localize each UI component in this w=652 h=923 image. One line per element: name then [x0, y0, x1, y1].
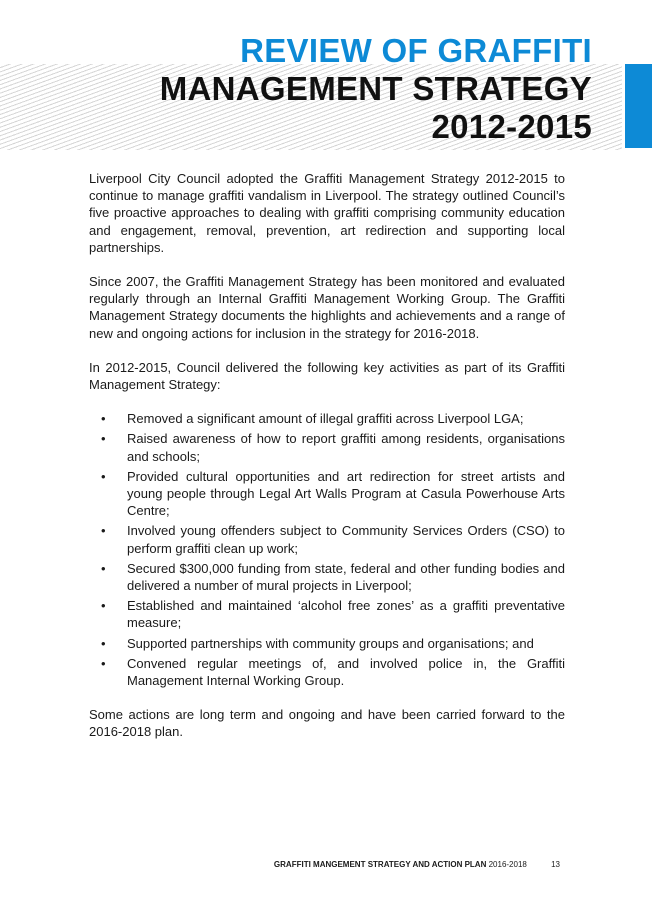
paragraph-activities-lead: In 2012-2015, Council delivered the following key activities as part of its Graffiti Management Strategy:: [89, 359, 565, 393]
header-accent-tab: [625, 64, 652, 148]
page-number: 13: [551, 860, 560, 869]
footer-doc-title: GRAFFITI MANGEMENT STRATEGY AND ACTION PLAN: [273, 860, 487, 869]
bullet-icon: •: [101, 468, 106, 484]
list-item-text: Established and maintained ‘alcohol free zones’ as a graffiti preventative measure;: [127, 598, 565, 631]
paragraph-monitoring: Since 2007, the Graffiti Management Strategy has been monitored and evaluated regularly through an Internal Graffiti Management Working Group. The Graffiti Management Strategy documents the highlights and achievements and a range of new and ongoing actions for inclusion in the strategy for 2016-2018.: [89, 274, 565, 341]
bullet-icon: •: [101, 598, 106, 614]
list-item-text: Involved young offenders subject to Community Services Orders (CSO) to perform graffiti clean up work;: [127, 523, 565, 556]
footer-years: 2016-2018: [488, 860, 527, 869]
list-item: [89, 430, 565, 464]
activities-list: [89, 410, 565, 689]
list-item: [89, 522, 565, 556]
list-item: [89, 468, 565, 520]
list-item-text: Provided cultural opportunities and art redirection for street artists and young people through Legal Art Walls Program at Casula Powerhouse Arts Centre;: [127, 468, 565, 519]
bullet-icon: •: [101, 411, 106, 427]
body-content: [89, 170, 565, 758]
bullet-icon: •: [101, 560, 106, 576]
list-item-text: Removed a significant amount of illegal graffiti across Liverpool LGA;: [127, 411, 524, 427]
list-item: [89, 410, 565, 427]
list-item-text: Secured $300,000 funding from state, federal and other funding bodies and delivered a number of mural projects in Liverpool;: [127, 560, 565, 594]
bullet-icon: •: [101, 523, 106, 539]
list-item-text: Convened regular meetings of, and involved police in, the Graffiti Management Internal Working Group.: [127, 655, 565, 689]
list-item-text: Supported partnerships with community groups and organisations; and: [127, 635, 534, 651]
title-line-3: 2012-2015: [431, 108, 592, 145]
bullet-icon: •: [101, 635, 106, 651]
list-item: [89, 655, 565, 689]
paragraph-closing: Some actions are long term and ongoing and have been carried forward to the 2016-2018 plan.: [89, 707, 565, 740]
page-footer: [0, 860, 560, 869]
list-item: [89, 560, 565, 594]
title-line-2: MANAGEMENT STRATEGY: [159, 70, 592, 107]
title-line-1: REVIEW OF GRAFFITI: [240, 32, 592, 69]
page-title: [160, 32, 592, 146]
paragraph-intro: Liverpool City Council adopted the Graffiti Management Strategy 2012-2015 to continue to manage graffiti vandalism in Liverpool. The strategy outlined Council’s five proactive approaches to dealing with graffiti comprising community education and engagement, removal, prevention, art redirection and supporting local partnerships.: [89, 171, 565, 255]
bullet-icon: •: [101, 655, 106, 671]
list-item-text: Raised awareness of how to report graffiti among residents, organisations and schools;: [127, 431, 565, 464]
bullet-icon: •: [101, 431, 106, 447]
list-item: [89, 635, 565, 652]
list-item: [89, 597, 565, 631]
